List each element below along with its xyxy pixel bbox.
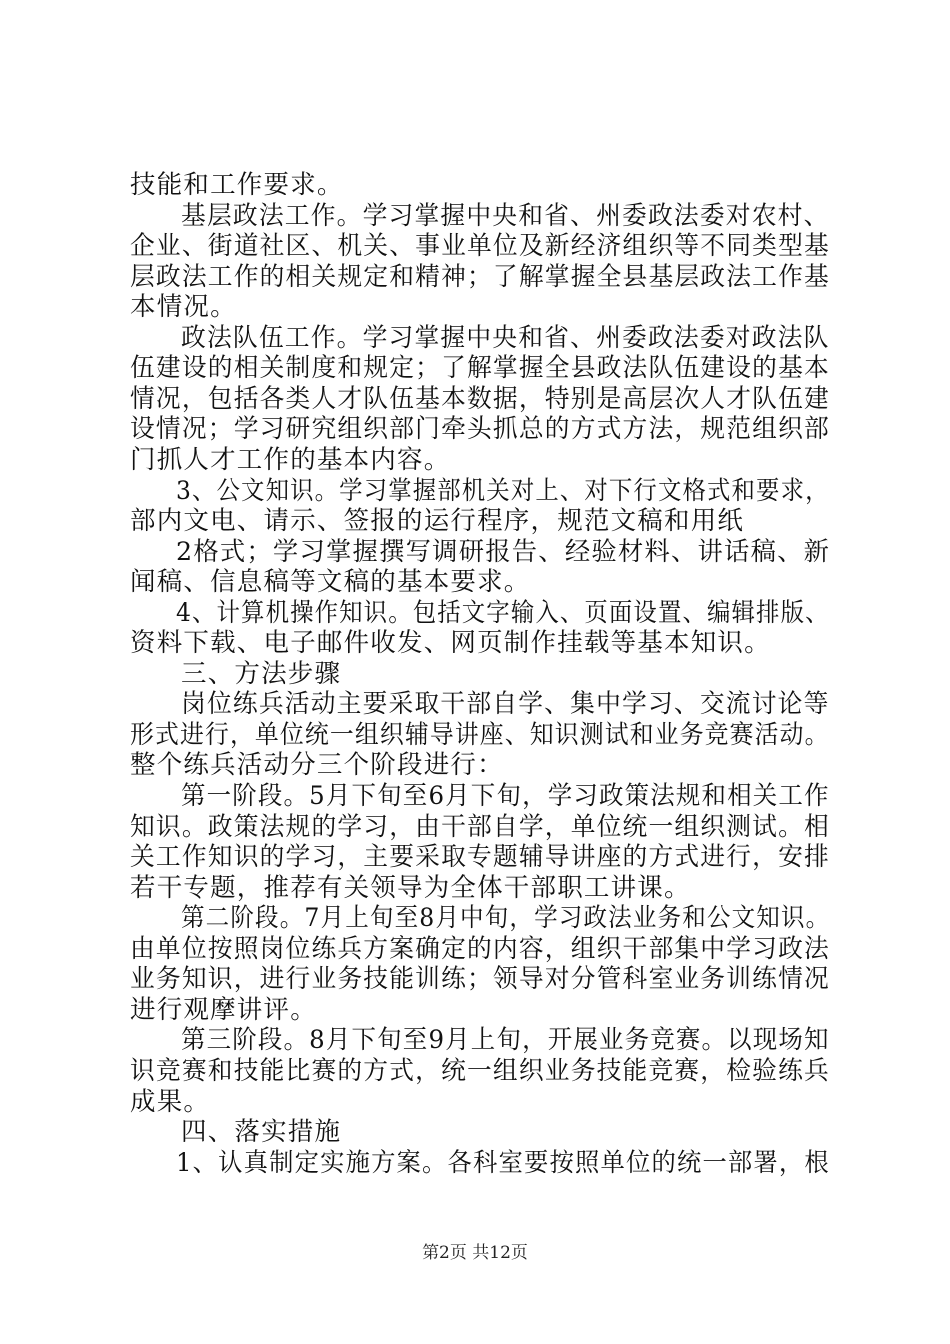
text-line: 形式进行，单位统一组织辅导讲座、知识测试和业务竞赛活动。 [130, 719, 830, 750]
text-line: 若干专题，推荐有关领导为全体干部职工讲课。 [130, 872, 691, 903]
text-line: 关工作知识的学习，主要采取专题辅导讲座的方式进行，安排 [130, 842, 830, 873]
text-line: 第一阶段。5月下旬至6月下旬，学习政策法规和相关工作 [181, 781, 830, 811]
text-line: 第三阶段。8月下旬至9月上旬，开展业务竞赛。以现场知 [181, 1025, 830, 1056]
text-line: 第二阶段。7月上旬至8月中旬，学习政法业务和公文知识。 [181, 903, 831, 934]
text-line: 由单位按照岗位练兵方案确定的内容，组织干部集中学习政法 [130, 933, 830, 964]
text-line: 1、认真制定实施方案。各科室要按照单位的统一部署，根 [176, 1147, 830, 1178]
text-line: 2格式；学习掌握撰写调研报告、经验材料、讲话稿、新 [176, 536, 831, 567]
text-line: 岗位练兵活动主要采取干部自学、集中学习、交流讨论等 [181, 689, 830, 720]
text-line: 伍建设的相关制度和规定；了解掌握全县政法队伍建设的基本 [130, 353, 830, 384]
text-line: 整个练兵活动分三个阶段进行： [130, 750, 504, 781]
section-heading: 三、方法步骤 [181, 658, 342, 689]
text-line: 3、公文知识。学习掌握部机关对上、对下行文格式和要求， [176, 475, 830, 506]
text-line: 闻稿、信息稿等文稿的基本要求。 [130, 567, 531, 598]
page-number-footer: 第2页 共12页 [422, 1243, 528, 1263]
text-line: 部内文电、请示、签报的运行程序，规范文稿和用纸 [130, 506, 745, 537]
text-line: 资料下载、电子邮件收发、网页制作挂载等基本知识。 [130, 628, 771, 659]
section-heading: 四、落实措施 [181, 1117, 342, 1148]
text-line: 政法队伍工作。学习掌握中央和省、州委政法委对政法队 [181, 322, 830, 353]
text-line: 基层政法工作。学习掌握中央和省、州委政法委对农村、 [181, 200, 830, 231]
text-line: 门抓人才工作的基本内容。 [130, 444, 451, 475]
text-line: 4、计算机操作知识。包括文字输入、页面设置、编辑排版、 [176, 597, 830, 628]
text-line: 层政法工作的相关规定和精神；了解掌握全县基层政法工作基 [130, 261, 830, 292]
text-line: 识竞赛和技能比赛的方式，统一组织业务技能竞赛，检验练兵 [130, 1055, 830, 1086]
text-line: 技能和工作要求。 [130, 170, 344, 200]
text-line: 业务知识，进行业务技能训练；领导对分管科室业务训练情况 [130, 964, 830, 995]
text-line: 本情况。 [130, 292, 237, 323]
text-line: 知识。政策法规的学习，由干部自学，单位统一组织测试。相 [130, 811, 830, 842]
text-line: 进行观摩讲评。 [130, 994, 317, 1025]
text-line: 企业、街道社区、机关、事业单位及新经济组织等不同类型基 [130, 231, 830, 262]
text-line: 成果。 [130, 1086, 211, 1117]
text-line: 设情况；学习研究组织部门牵头抓总的方式方法，规范组织部 [130, 414, 830, 445]
text-line: 情况，包括各类人才队伍基本数据，特别是高层次人才队伍建 [130, 383, 830, 414]
